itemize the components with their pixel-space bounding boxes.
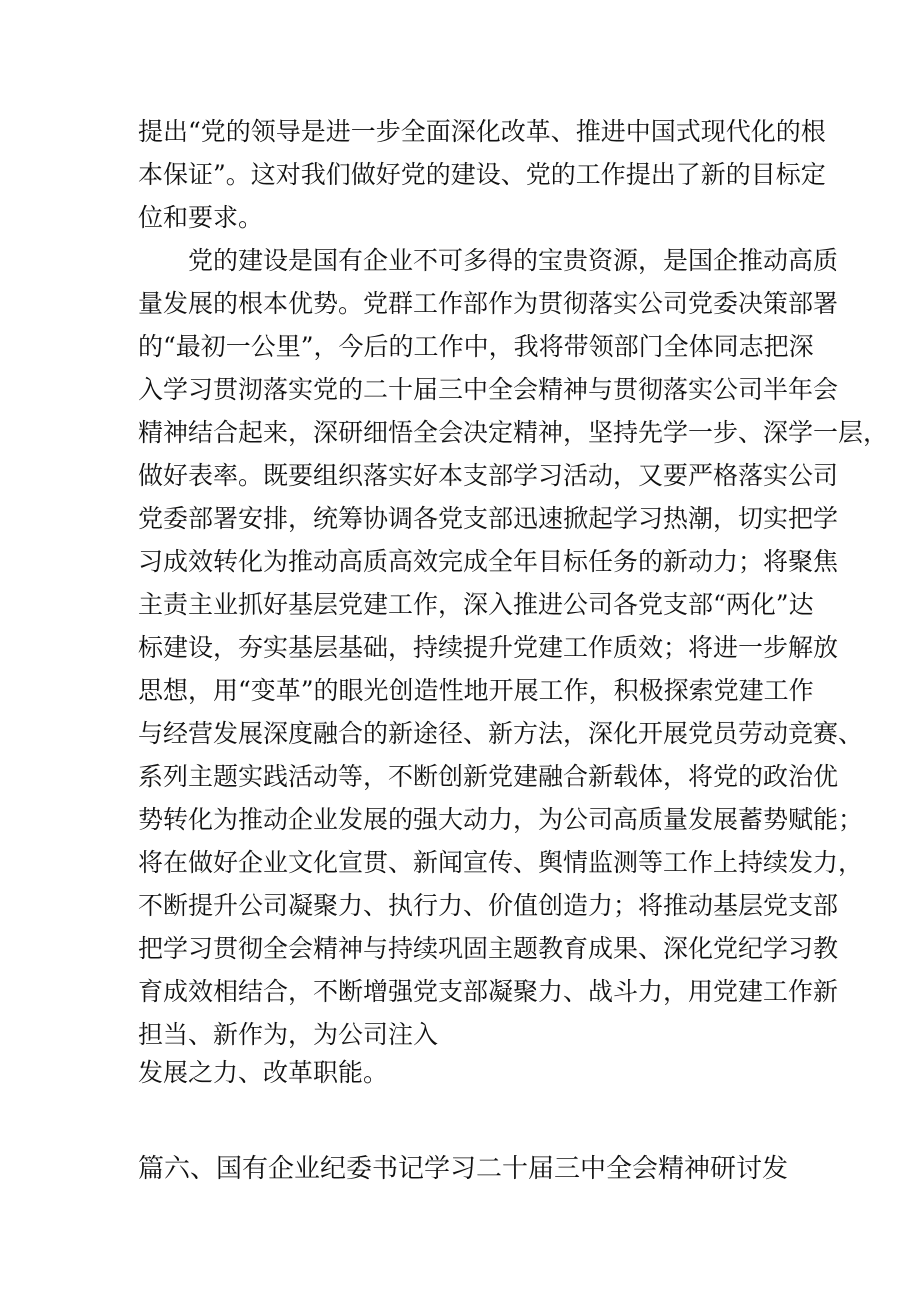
text-line: 位和要求。 bbox=[138, 203, 264, 232]
text-line: 标建设，夯实基层基础，持续提升党建工作质效；将进一步解放 bbox=[138, 633, 839, 662]
text-line: 担当、新作为，为公司注入 bbox=[138, 1020, 439, 1049]
text-line: 育成效相结合，不断增强党支部凝聚力、战斗力，用党建工作新 bbox=[138, 977, 839, 1006]
text-line: 主责主业抓好基层党建工作，深入推进公司各党支部“两化”达 bbox=[138, 590, 814, 619]
text-line: 本保证”。这对我们做好党的建设、党的工作提出了新的目标定 bbox=[138, 160, 826, 189]
text-line: 习成效转化为推动高质高效完成全年目标任务的新动力；将聚焦 bbox=[138, 547, 839, 576]
text-line: 势转化为推动企业发展的强大动力，为公司高质量发展蓄势赋能； bbox=[138, 805, 864, 834]
text-line: 党的建设是国有企业不可多得的宝贵资源，是国企推动高质 bbox=[138, 246, 839, 275]
text-line: 与经营发展深度融合的新途径、新方法，深化开展党员劳动竞赛、 bbox=[138, 719, 864, 748]
text-line: 思想，用“变革”的眼光创造性地开展工作，积极探索党建工作 bbox=[138, 676, 814, 705]
text-line: 做好表率。既要组织落实好本支部学习活动，又要严格落实公司 bbox=[138, 461, 839, 490]
section-heading: 篇六、国有企业纪委书记学习二十届三中全会精神研讨发 bbox=[138, 1154, 789, 1184]
text-line: 的“最初一公里”，今后的工作中，我将带领部门全体同志把深 bbox=[138, 332, 814, 361]
text-line: 精神结合起来，深研细悟全会决定精神，坚持先学一步、深学一层， bbox=[138, 418, 889, 447]
text-line: 党委部署安排，统筹协调各党支部迅速掀起学习热潮，切实把学 bbox=[138, 504, 839, 533]
text-line: 提出“党的领导是进一步全面深化改革、推进中国式现代化的根 bbox=[138, 117, 826, 146]
text-line: 量发展的根本优势。党群工作部作为贯彻落实公司党委决策部署 bbox=[138, 289, 839, 318]
text-line: 入学习贯沏落实党的二十届三中全会精神与贯彻落实公司半年会 bbox=[138, 375, 839, 404]
text-line: 发展之力、改革职能。 bbox=[138, 1058, 389, 1087]
text-line: 把学习贯彻全会精神与持续巩固主题教育成果、深化党纪学习教 bbox=[138, 934, 839, 963]
text-line: 不断提升公司凝聚力、执行力、价值创造力；将推动基层党支部 bbox=[138, 891, 839, 920]
text-line: 将在做好企业文化宣贯、新闻宣传、舆情监测等工作上持续发力， bbox=[138, 848, 864, 877]
text-line: 系列主题实践活动等，不断创新党建融合新载体，将党的政治优 bbox=[138, 762, 839, 791]
